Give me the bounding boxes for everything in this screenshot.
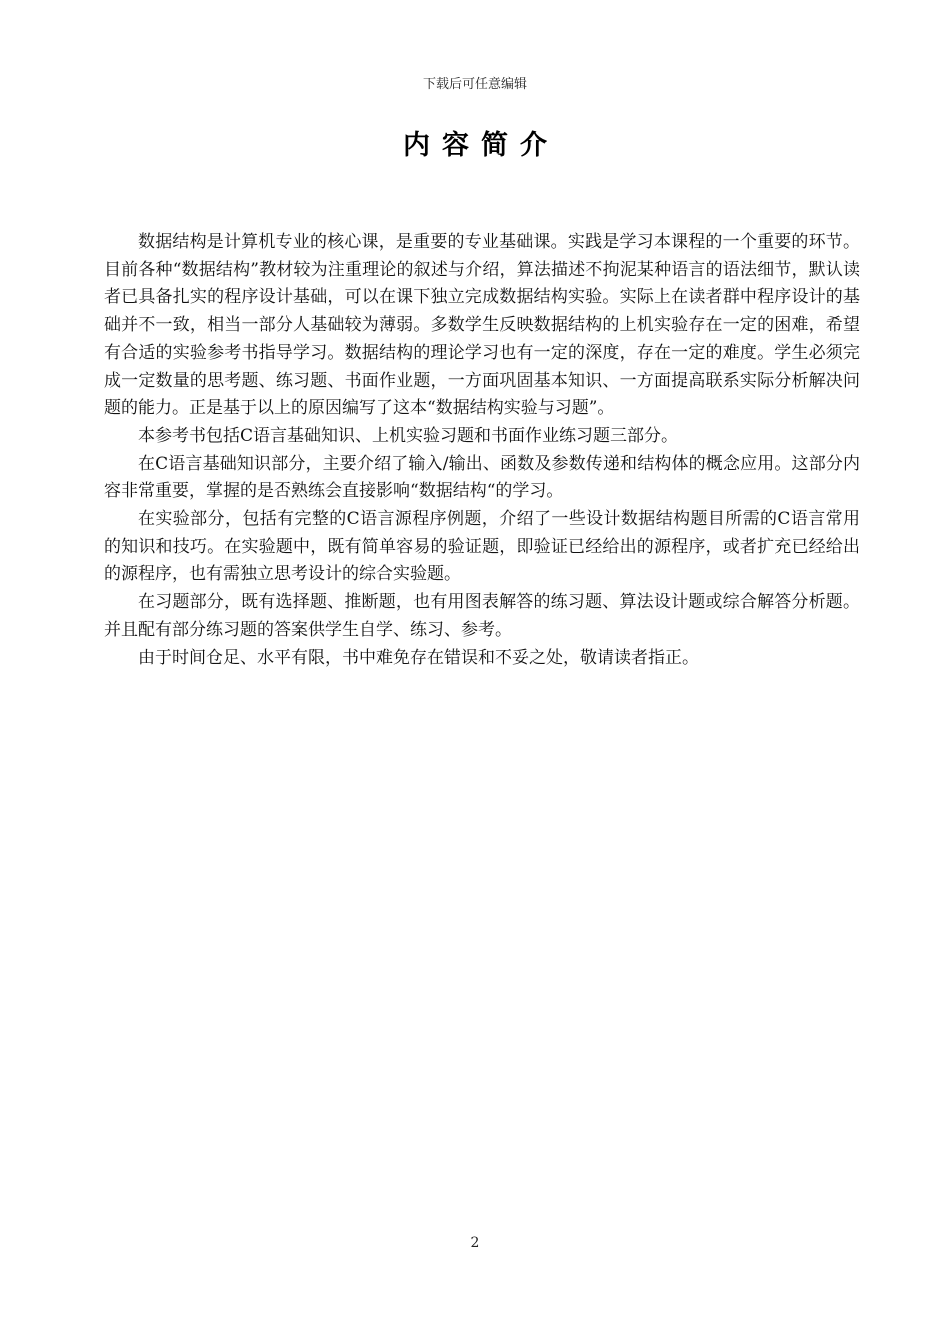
paragraph-closing: 由于时间仓足、水平有限，书中难免存在错误和不妥之处，敬请读者指正。 [138, 647, 699, 668]
paragraph-exercises: 在习题部分，既有选择题、推断题，也有用图表解答的练习题、算法设计题或综合解答分析题。并且配有部分练习题的答案供学生自学、练习、参考。 [104, 592, 860, 640]
page-title: 内容简介 [403, 130, 559, 161]
body-text [104, 229, 860, 672]
page-number: 2 [470, 1235, 480, 1251]
paragraph-intro: 数据结构是计算机专业的核心课，是重要的专业基础课。实践是学习本课程的一个重要的环节。目前各种“数据结构”教材较为注重理论的叙述与介绍，算法描述不拘泥某种语言的语法细节，默认读者已具备扎实的程序设计基础，可以在课下独立完成数据结构实验。实际上在读者群中程序设计的基础并不一致，相当一部分人基础较为薄弱。多数学生反映数据结构的上机实验存在一定的困难，希望有合适的实验参考书指导学习。数据结构的理论学习也有一定的深度，存在一定的难度。学生必须完成一定数量的思考题、练习题、书面作业题，一方面巩固基本知识、一方面提高联系实际分析解决问题的能力。正是基于以上的原因编写了这本“数据结构实验与习题”。 [104, 232, 860, 419]
paragraph-contents: 本参考书包括C语言基础知识、上机实验习题和书面作业练习题三部分。 [138, 425, 679, 446]
paragraph-c-basics: 在C语言基础知识部分，主要介绍了输入/输出、函数及参数传递和结构体的概念应用。这部分内容非常重要，掌握的是否熟练会直接影响“数据结构“的学习。 [104, 453, 860, 502]
header-note: 下载后可任意编辑 [422, 77, 527, 92]
paragraph-experiments: 在实验部分，包括有完整的C语言源程序例题，介绍了一些设计数据结构题目所需的C语言常用的知识和技巧。在实验题中，既有简单容易的验证题，即验证已经给出的源程序，或者扩充已经给出的源程序，也有需独立思考设计的综合实验题。 [104, 509, 860, 585]
